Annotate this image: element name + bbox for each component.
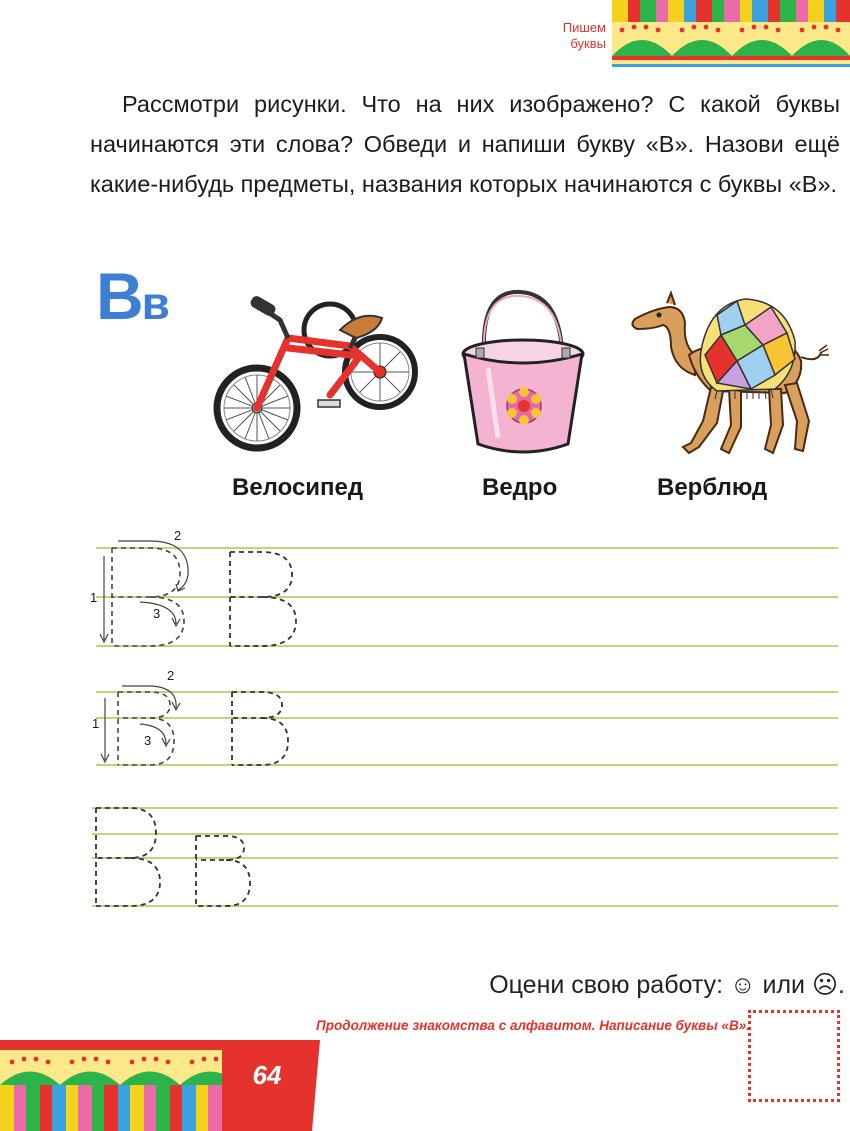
self-evaluation-text: Оцени свою работу: — [489, 971, 724, 999]
picture-label-camel: Верблюд — [657, 474, 768, 501]
instruction-text — [90, 84, 840, 204]
lesson-caption: Продолжение знакомства с алфавитом. Написание буквы «В». — [316, 1018, 750, 1033]
page-number: 64 — [252, 1060, 282, 1090]
picture-label-bicycle: Велосипед — [232, 474, 364, 501]
trace-letter-row3-lower — [196, 836, 250, 906]
trace-letter-row3-upper — [96, 808, 160, 906]
smiley-happy-icon[interactable]: ☺ — [730, 971, 756, 999]
stroke-number-3-row1: 3 — [153, 606, 161, 621]
trace-letter-row1 — [230, 552, 296, 646]
trace-letter-row2 — [232, 692, 288, 765]
header-decor-band — [612, 0, 850, 70]
big-letter — [96, 258, 170, 334]
picture-label-bucket: Ведро — [482, 474, 558, 501]
instruction-paragraph: Рассмотри рисунки. Что на них изображено? С какой буквы начинаются эти слова? Обведи и напиши букву «В». Назови ещё какие-нибудь предметы, названия которых начинаются с буквы «В». — [90, 91, 840, 197]
stroke-number-3-row2: 3 — [144, 733, 152, 748]
section-title-line1: Пишем — [562, 20, 606, 35]
stroke-number-1-row1: 1 — [90, 590, 98, 605]
stroke-number-2-row2: 2 — [167, 668, 175, 683]
trace-letter-row2-guide — [101, 686, 180, 765]
bucket-icon — [458, 288, 588, 458]
bicycle-icon — [210, 290, 420, 465]
self-evaluation-period: . — [838, 971, 845, 999]
smiley-sad-icon[interactable]: ☹ — [811, 971, 839, 999]
stroke-number-1-row2: 1 — [92, 716, 100, 731]
self-evaluation-or: или — [762, 971, 806, 999]
camel-icon — [625, 285, 835, 465]
self-evaluation — [420, 970, 845, 1000]
teacher-mark-box[interactable] — [748, 1010, 840, 1102]
section-title-line2: буквы — [570, 36, 606, 51]
big-letter-upper: В — [96, 259, 142, 333]
stroke-number-2-row1: 2 — [174, 528, 182, 543]
trace-letter-row1-guide — [100, 541, 188, 646]
big-letter-lower: в — [141, 277, 170, 329]
section-title — [538, 20, 606, 52]
writing-guide-lines — [92, 548, 838, 906]
